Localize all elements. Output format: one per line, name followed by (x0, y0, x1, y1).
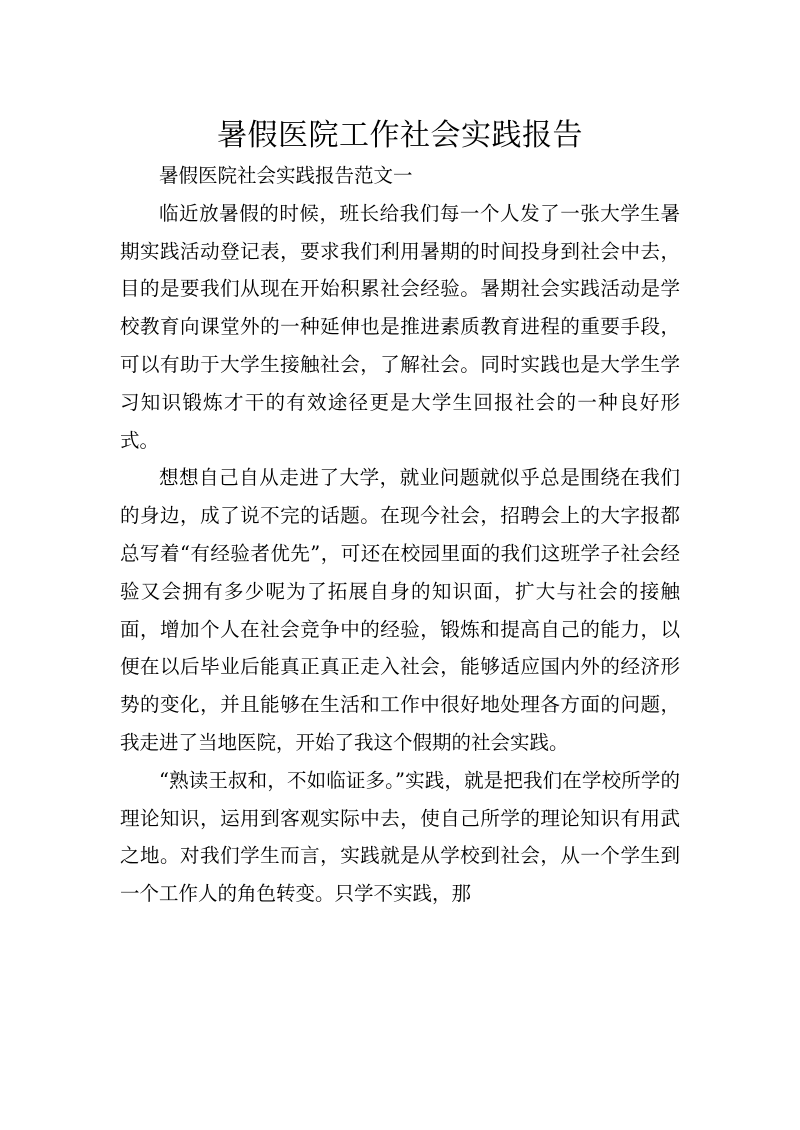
body-paragraph-3: “熟读王叔和，不如临证多。”实践，就是把我们在学校所学的理论知识，运用到客观实际中去，使自己所学的理论知识有用武之地。对我们学生而言，实践就是从学校到社会，从一个学生到一个工作人的角色转变。只学不实践，那 (120, 768, 680, 906)
document-title: 暑假医院工作社会实践报告 (217, 118, 583, 154)
body-paragraph-2: 想想自己自从走进了大学，就业问题就似乎总是围绕在我们的身边，成了说不完的话题。在现今社会，招聘会上的大字报都总写着“有经验者优先”，可还在校园里面的我们这班学子社会经验又会拥有多少呢为了拓展自身的知识面，扩大与社会的接触面，增加个人在社会竞争中的经验，锻炼和提高自己的能力，以便在以后毕业后能真正真正走入社会，能够适应国内外的经济形势的变化，并且能够在生活和工作中很好地处理各方面的问题，我走进了当地医院，开始了我这个假期的社会实践。 (120, 466, 680, 754)
document-body (120, 157, 680, 913)
body-paragraph-1: 临近放暑假的时候，班长给我们每一个人发了一张大学生暑期实践活动登记表，要求我们利用暑期的时间投身到社会中去，目的是要我们从现在开始积累社会经验。暑期社会实践活动是学校教育向课堂外的一种延伸也是推进素质教育进程的重要手段，可以有助于大学生接触社会，了解社会。同时实践也是大学生学习知识锻炼才干的有效途径更是大学生回报社会的一种良好形式。 (120, 201, 680, 452)
subtitle-paragraph: 暑假医院社会实践报告范文一 (159, 164, 413, 187)
